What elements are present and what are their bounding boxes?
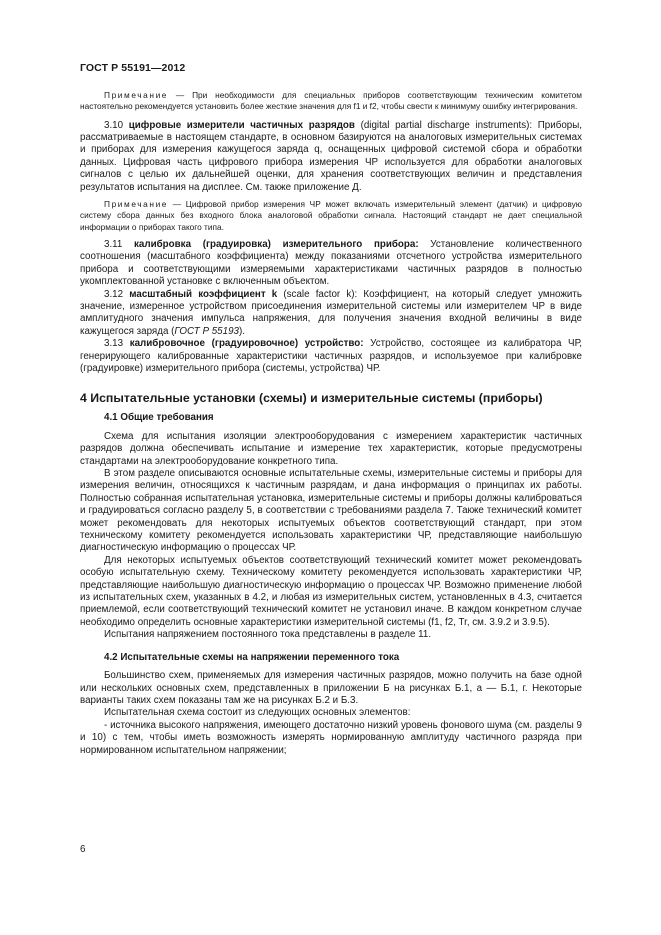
paragraph-4-2-2: Испытательная схема состоит из следующих основных элементов: xyxy=(104,707,411,719)
subsection-4-1-title: 4.1 Общие требования xyxy=(104,412,214,424)
paragraph-4-1-1: Схема для испытания изоляции электрооборудования с измерением характеристик частичных разрядов должна обеспечивать испытание и измерение тех характеристик, которые предусмотрены стандартами на электрооборудование конкретного типа. xyxy=(80,430,582,467)
page-content xyxy=(80,88,582,757)
paragraph-4-1-4: Испытания напряжением постоянного тока представлены в разделе 11. xyxy=(104,629,432,641)
paragraph-4-1-3: Для некоторых испытуемых объектов соответствующий технический комитет может рекомендовать особую испытательную схему. Техническому комитету рекомендуется использовать характеристики ЧР, представляющие наибольшую диагностическую информацию о процессах ЧР. Возможно применение любой из испытательных схем, указанных в 4.2, и любая из измерительных систем, установленных в 4.3, считается приемлемой, если соответствующий технический комитет не установил иначе. В каждом конкретном случае необходимо определить основные характеристики измерительной системы (f1, f2, Tr, см. 3.9.2 и 3.9.5). xyxy=(80,554,582,628)
section-4-title: 4 Испытательные установки (схемы) и измерительные системы (приборы) xyxy=(80,391,543,406)
subsection-4-2-title: 4.2 Испытательные схемы на напряжении переменного тока xyxy=(104,651,400,663)
paragraph-4-1-2: В этом разделе описываются основные испытательные схемы, измерительные системы и приборы для измерения величин, относящихся к частичным разрядам, и дана информация о принципах их работы. Полностью собранная испытательная установка, измерительные системы и приборы должны калиброваться и градуироваться согласно разделу 5, в соответствии с требованиями раздела 7. Также технический комитет может рекомендовать для некоторых испытуемых объектов соответствующий стандарт, при этом техническому комитету рекомендуется использовать характеристики ЧР, представляющие наибольшую диагностическую информацию о процессах ЧР. xyxy=(80,468,582,554)
definition-3-12: 3.12 масштабный коэффициент k (scale factor k): Коэффициент, на который следует умножить значение, измеренное устройством присоединения измерительной системы или измерителем ЧР в виде амплитудного значения импульса напряжения, для получения значения входной величины в виде кажущегося заряда (ГОСТ Р 55193). xyxy=(80,288,582,337)
page-header: ГОСТ Р 55191—2012 xyxy=(80,62,186,74)
note-2: Примечание — Цифровой прибор измерения ЧР может включать измерительный элемент (датчик) и цифровую систему сбора данных без входного блока аналоговой обработки сигнала. Настоящий стандарт не дает специальной информации о приборах такого типа. xyxy=(80,199,582,232)
definition-3-11: 3.11 калибровка (градуировка) измерительного прибора: Установление количественного соотношения (масштабного коэффициента) между показаниями отсчетного устройства измерительного прибора и соответствующими измеряемыми характеристиками частичных разрядов в полностью укомплектованной установке с включенным объектом. xyxy=(80,238,582,288)
definition-3-13: 3.13 калибровочное (градуировочное) устройство: Устройство, состоящее из калибратора ЧР, генерирующего калиброванные характеристики частичных разрядов, и используемое при калибровке (градуировке) измерительного прибора (системы, устройства) ЧР. xyxy=(80,338,582,374)
reference-gost: ГОСТ Р 55193 xyxy=(174,325,239,337)
paragraph-4-2-3: - источника высокого напряжения, имеющего достаточно низкий уровень фонового шума (см. разделы 9 и 10) с тем, чтобы иметь возможность измерять нормированную амплитуду частичного разряда при нормированном испытательном напряжении; xyxy=(80,719,582,756)
page-number: 6 xyxy=(80,844,86,855)
definition-3-10: 3.10 цифровые измерители частичных разрядов (digital partial discharge instruments): Приборы, рассматриваемые в настоящем стандарте, в основном базируются на аналоговых измерительных системах и приборах для измерения кажущегося заряда q, оснащенных цифровой системой сбора и обработки данных. Цифровая часть цифрового прибора измерения ЧР используется для обработки аналоговых сигналов с целью их дальнейшей оценки, для хранения соответствующих величин и представления результатов испытания на дисплее. См. также приложение Д. xyxy=(80,119,582,193)
note-1: Примечание — При необходимости для специальных приборов соответствующим техническим комитетом настоятельно рекомендуется установить более жесткие значения для f1 и f2, чтобы свести к минимуму ошибку интегрирования. xyxy=(80,90,582,112)
paragraph-4-2-1: Большинство схем, применяемых для измерения частичных разрядов, можно получить на базе одной или нескольких основных схем, представленных в приложении Б на рисунках Б.1, а — Б.1, г. Некоторые варианты таких схем показаны там же на рисунках Б.2 и Б.3. xyxy=(80,670,582,706)
